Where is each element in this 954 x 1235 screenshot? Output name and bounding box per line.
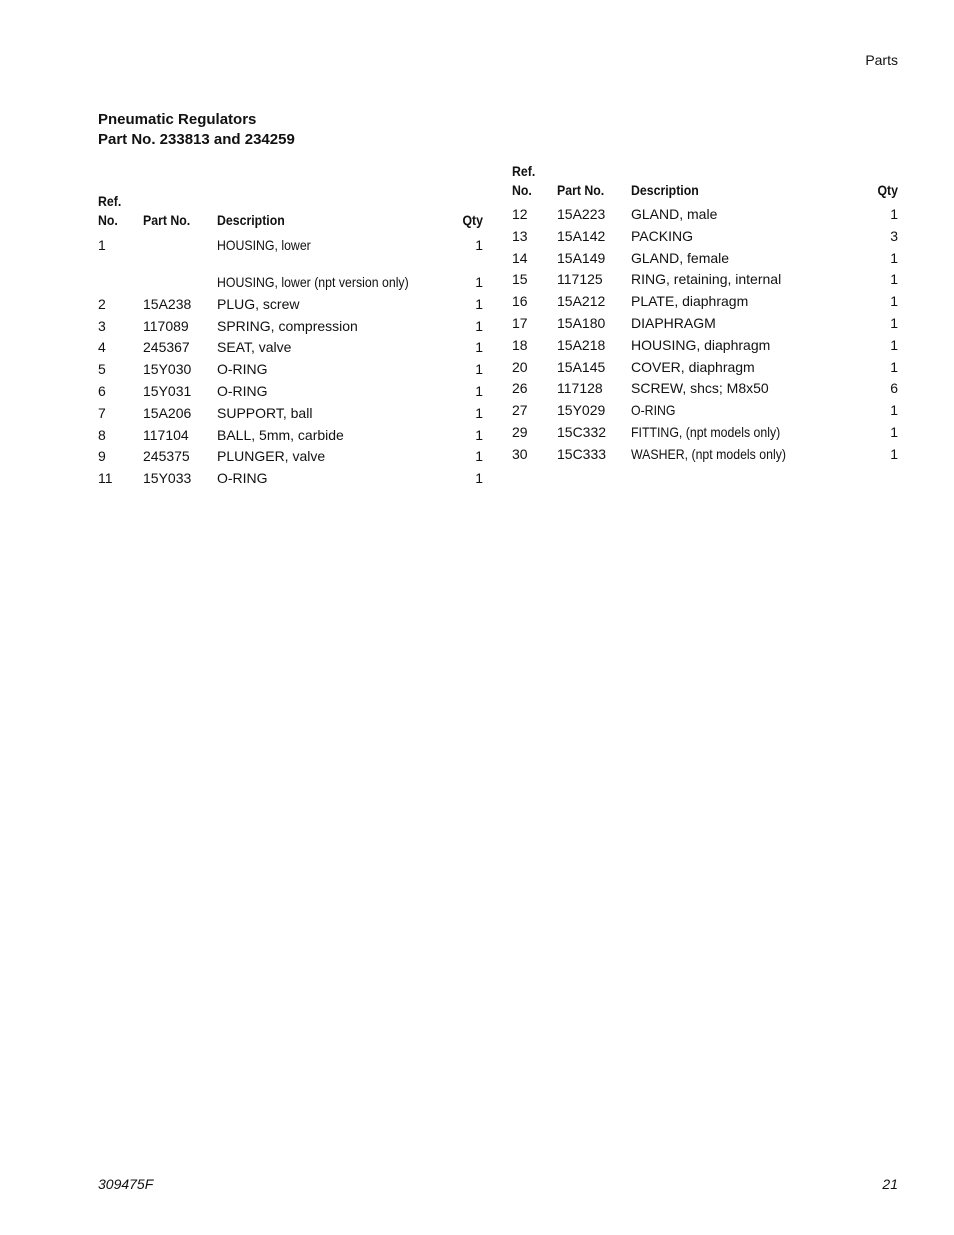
page-title — [98, 110, 295, 150]
ref-cell: 17 — [512, 314, 528, 331]
part-no-cell: 117128 — [557, 380, 603, 397]
ref-cell: 16 — [512, 293, 528, 310]
table-row — [512, 313, 898, 335]
qty-cell: 1 — [475, 339, 483, 356]
title-line-2: Part No. 233813 and 234259 — [98, 131, 295, 148]
table-row — [512, 400, 898, 422]
description-cell: GLAND, female — [631, 249, 730, 266]
description-cell: WASHER, (npt models only) — [631, 445, 786, 462]
ref-cell: 15 — [512, 271, 528, 288]
header-ref: Ref. No. — [98, 193, 122, 228]
part-no-cell: 15Y031 — [143, 382, 192, 399]
description-cell: RING, retaining, internal — [631, 271, 782, 288]
description-cell: HOUSING, lower (npt version only) — [217, 274, 409, 290]
header-part-no: Part No. — [557, 182, 605, 198]
table-row — [98, 446, 483, 468]
ref-cell: 3 — [98, 317, 106, 334]
description-cell: SEAT, valve — [217, 339, 292, 356]
table-row — [98, 234, 483, 272]
description-cell: SPRING, compression — [217, 317, 358, 334]
table-row — [512, 226, 898, 248]
description-cell: O-RING — [217, 361, 268, 378]
section-header: Parts — [865, 52, 898, 68]
part-no-cell: 15Y030 — [143, 361, 192, 378]
header-description: Description — [631, 182, 699, 198]
qty-cell: 1 — [475, 237, 483, 253]
table-row — [512, 335, 898, 357]
table-row — [98, 272, 483, 294]
table-row — [98, 359, 483, 381]
part-no-cell: 15C333 — [557, 445, 607, 462]
qty-cell: 1 — [890, 445, 898, 462]
qty-cell: 6 — [890, 380, 898, 397]
part-no-cell: 15C332 — [557, 423, 607, 440]
qty-cell: 1 — [890, 314, 898, 331]
qty-cell: 1 — [890, 358, 898, 375]
page-number: 21 — [882, 1176, 898, 1192]
header-qty: Qty — [877, 182, 898, 198]
part-no-cell: 15A223 — [557, 206, 606, 222]
part-no-cell: 117125 — [557, 271, 603, 288]
description-cell: SUPPORT, ball — [217, 404, 313, 421]
part-no-cell: 245367 — [143, 339, 190, 356]
table-row — [98, 403, 483, 425]
part-no-cell — [143, 234, 217, 272]
ref-cell: 20 — [512, 358, 528, 375]
part-no-cell: 15A212 — [557, 293, 606, 310]
parts-table-right-body — [512, 204, 898, 466]
table-row — [98, 425, 483, 447]
part-no-cell: 15A206 — [143, 404, 192, 421]
part-no-cell: 245375 — [143, 448, 190, 465]
description-cell: O-RING — [217, 470, 268, 487]
qty-cell: 1 — [890, 206, 898, 222]
parts-table-left — [98, 192, 483, 490]
ref-cell: 26 — [512, 380, 528, 397]
qty-cell: 1 — [890, 293, 898, 310]
ref-cell: 13 — [512, 227, 528, 244]
ref-cell: 9 — [98, 448, 106, 465]
qty-cell: 1 — [475, 426, 483, 443]
table-header-row — [512, 162, 898, 204]
ref-cell: 18 — [512, 336, 528, 353]
table-header-row — [98, 192, 483, 234]
header-part-no: Part No. — [143, 212, 191, 228]
ref-cell: 4 — [98, 339, 106, 356]
description-cell: PACKING — [631, 227, 693, 244]
ref-cell: 29 — [512, 423, 528, 440]
document-number: 309475F — [98, 1176, 154, 1192]
qty-cell: 1 — [475, 470, 483, 487]
header-ref: Ref. No. — [512, 163, 536, 198]
part-no-cell: 15Y033 — [143, 470, 192, 487]
part-no-cell: 117104 — [143, 426, 189, 443]
parts-table-right — [512, 162, 898, 466]
ref-cell: 30 — [512, 445, 528, 462]
qty-cell: 1 — [475, 361, 483, 378]
ref-cell: 8 — [98, 426, 106, 443]
part-no-cell: 15A149 — [557, 249, 606, 266]
header-qty: Qty — [462, 212, 483, 228]
qty-cell: 1 — [890, 271, 898, 288]
description-cell: O-RING — [631, 402, 676, 419]
table-row — [98, 381, 483, 403]
part-no-cell: 15A145 — [557, 358, 606, 375]
ref-cell: 27 — [512, 402, 528, 419]
ref-cell: 6 — [98, 382, 106, 399]
table-row — [512, 422, 898, 444]
ref-cell: 5 — [98, 361, 106, 378]
qty-cell: 3 — [890, 227, 898, 244]
qty-cell: 1 — [475, 274, 483, 290]
description-cell: SCREW, shcs; M8x50 — [631, 380, 769, 397]
qty-cell: 1 — [475, 317, 483, 334]
table-row — [512, 378, 898, 400]
qty-cell: 1 — [475, 382, 483, 399]
part-no-cell: 15A218 — [557, 336, 606, 353]
part-no-cell: 15Y029 — [557, 402, 606, 419]
table-row — [512, 204, 898, 226]
ref-cell: 14 — [512, 249, 528, 266]
table-row — [98, 294, 483, 316]
description-cell: FITTING, (npt models only) — [631, 423, 781, 440]
ref-cell: 12 — [512, 206, 528, 222]
qty-cell: 1 — [890, 249, 898, 266]
qty-cell: 1 — [475, 295, 483, 312]
description-cell: BALL, 5mm, carbide — [217, 426, 344, 443]
part-no-cell: 15A238 — [143, 295, 192, 312]
description-cell: GLAND, male — [631, 206, 718, 222]
description-cell: HOUSING, lower — [217, 237, 311, 253]
qty-cell: 1 — [475, 448, 483, 465]
part-no-cell: 117089 — [143, 317, 189, 334]
table-row — [512, 357, 898, 379]
table-row — [512, 248, 898, 270]
ref-cell: 11 — [98, 470, 113, 487]
qty-cell: 1 — [475, 404, 483, 421]
header-description: Description — [217, 212, 285, 228]
description-cell: PLATE, diaphragm — [631, 293, 749, 310]
description-cell: DIAPHRAGM — [631, 314, 716, 331]
part-no-cell: 15A180 — [557, 314, 606, 331]
description-cell: PLUG, screw — [217, 295, 300, 312]
table-row — [98, 468, 483, 490]
table-row — [98, 337, 483, 359]
description-cell: COVER, diaphragm — [631, 358, 755, 375]
table-row — [512, 269, 898, 291]
ref-cell: 1 — [98, 237, 106, 253]
description-cell: PLUNGER, valve — [217, 448, 326, 465]
description-cell: HOUSING, diaphragm — [631, 336, 771, 353]
parts-table-left-body — [98, 234, 483, 490]
table-row — [98, 316, 483, 338]
part-no-cell: 15A142 — [557, 227, 606, 244]
ref-cell: 7 — [98, 404, 106, 421]
qty-cell: 1 — [890, 402, 898, 419]
qty-cell: 1 — [890, 336, 898, 353]
table-row — [512, 291, 898, 313]
table-row — [512, 444, 898, 466]
part-no-cell — [143, 272, 217, 294]
title-line-1: Pneumatic Regulators — [98, 111, 257, 128]
description-cell: O-RING — [217, 382, 268, 399]
qty-cell: 1 — [890, 423, 898, 440]
ref-cell: 2 — [98, 295, 106, 312]
ref-cell — [98, 272, 143, 294]
